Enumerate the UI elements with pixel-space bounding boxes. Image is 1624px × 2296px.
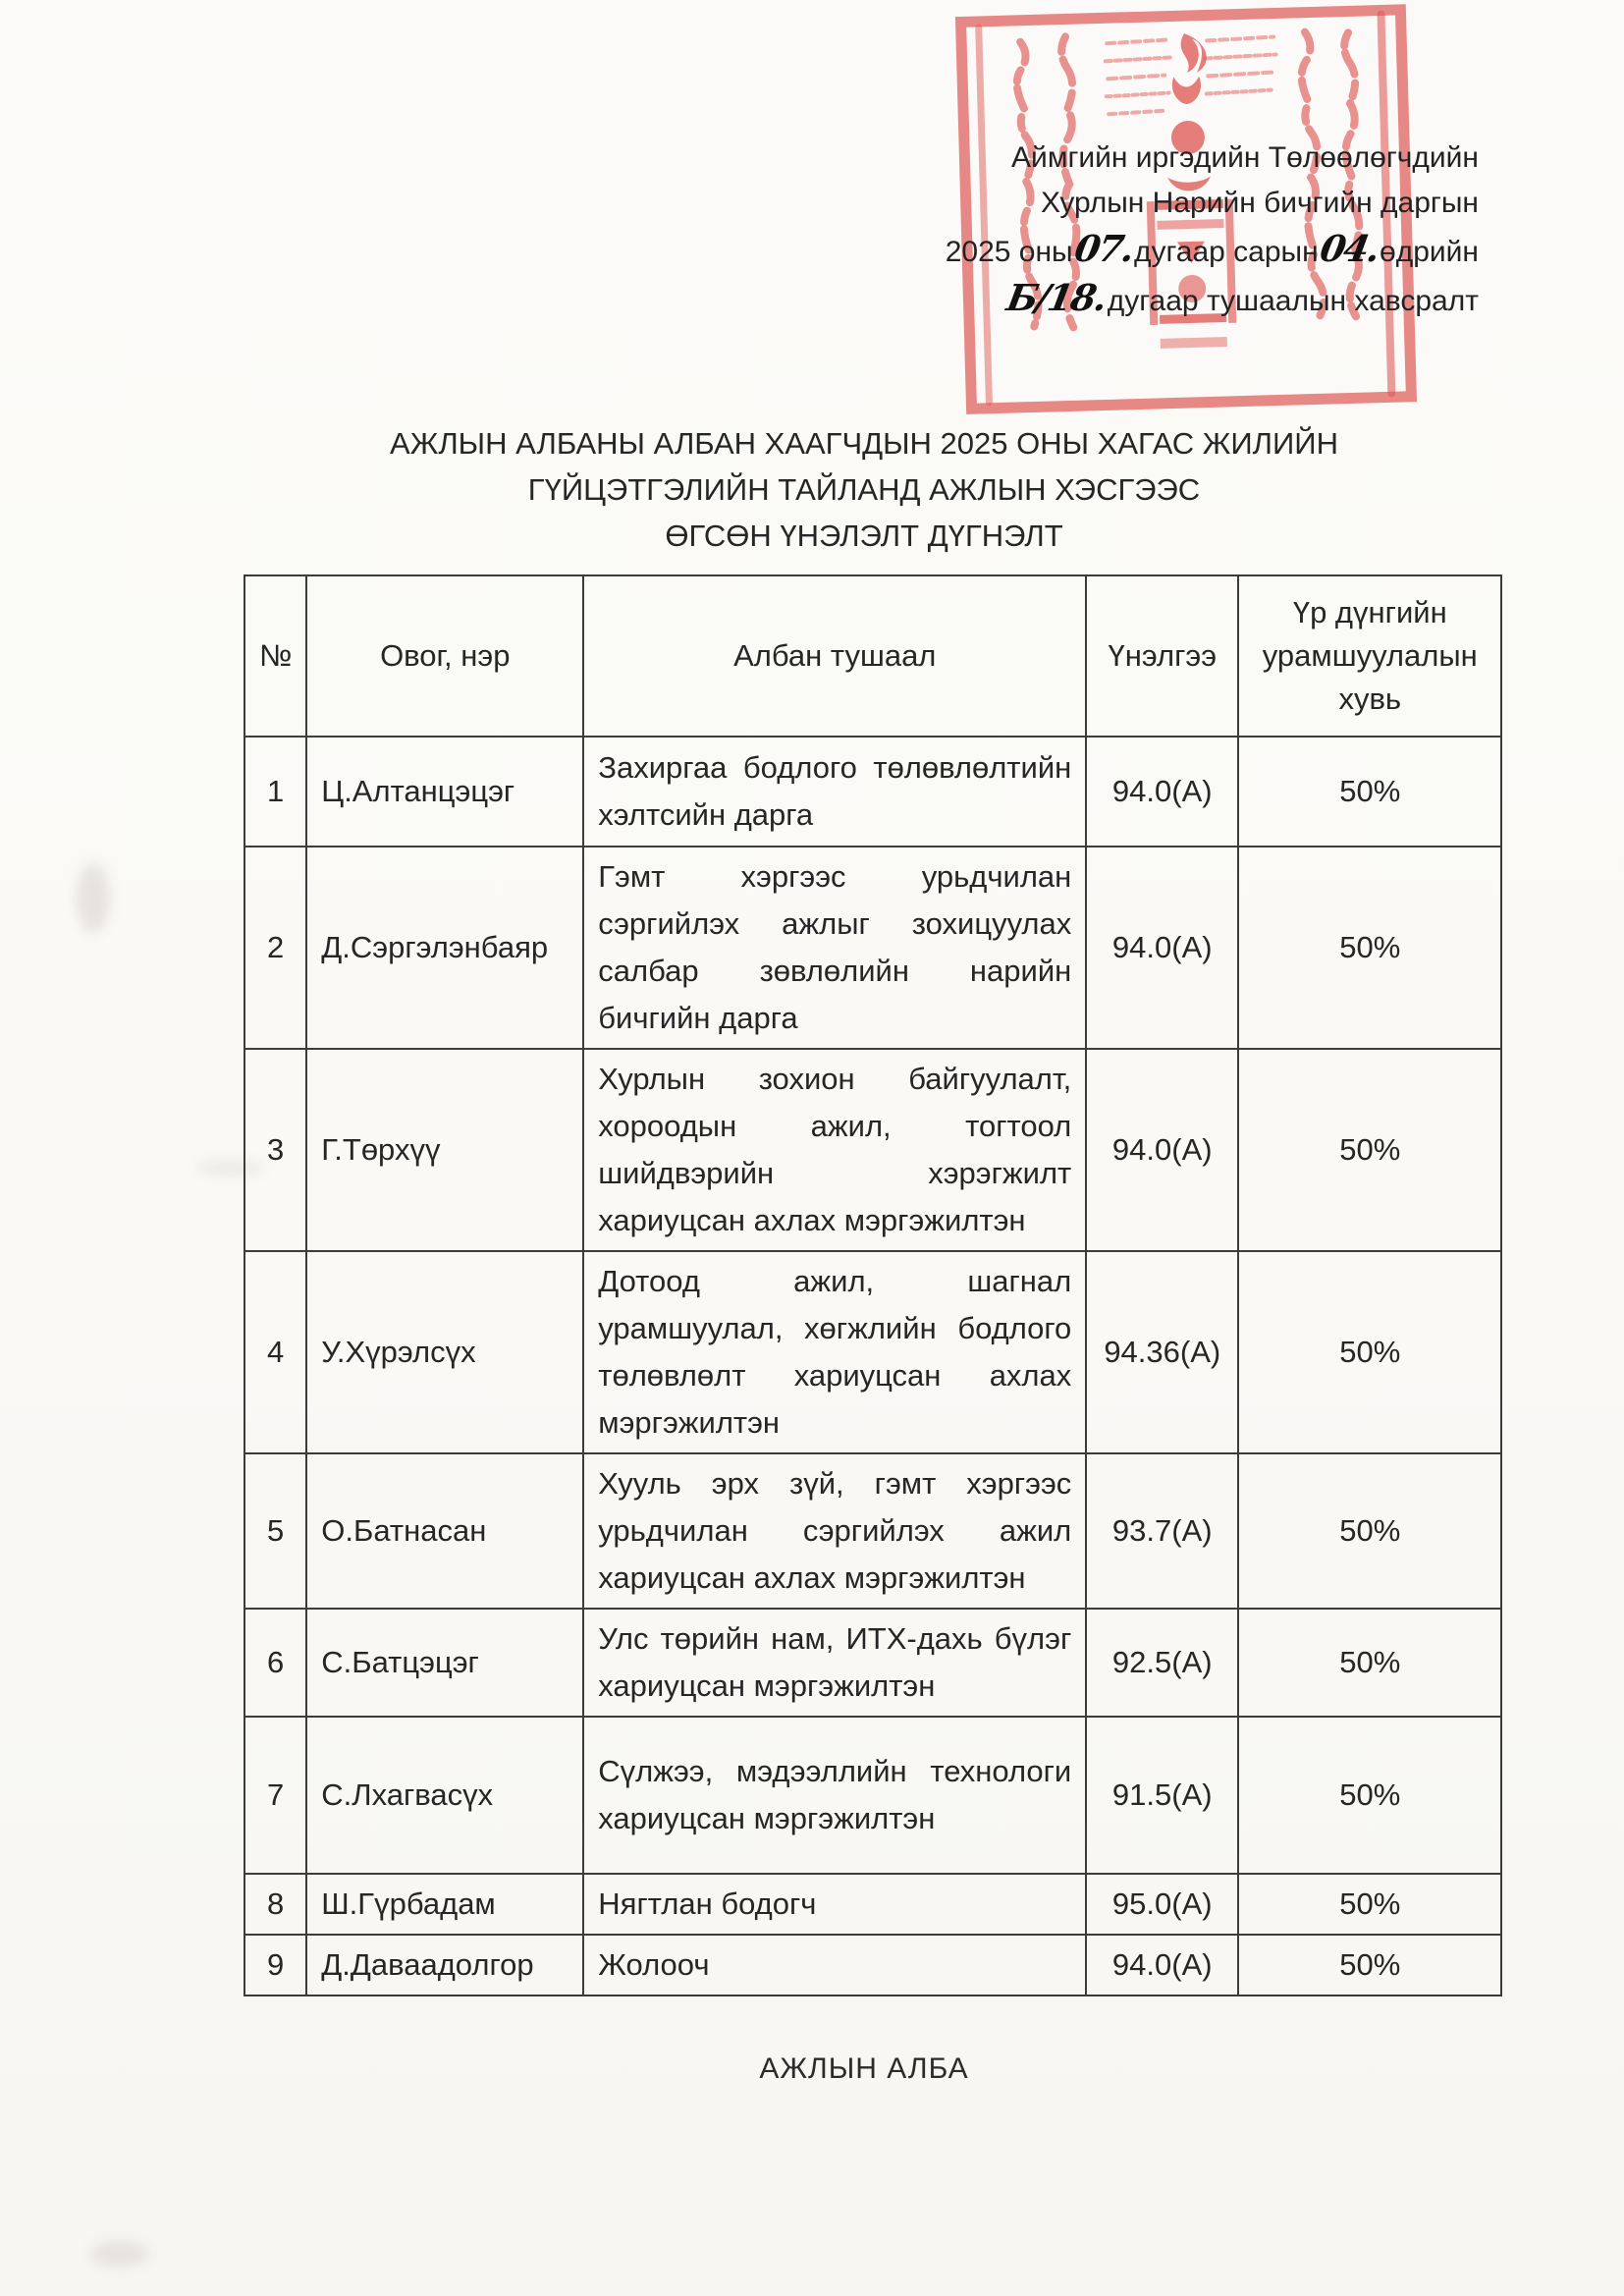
cell-position: Улс төрийн нам, ИТХ-дахь бүлэг хариуцсан мэргэжилтэн [583, 1609, 1086, 1717]
table-row [244, 1049, 1501, 1251]
cell-name: Д.Даваадолгор [306, 1935, 583, 1995]
evaluation-table [244, 574, 1502, 1996]
cell-score: 94.0(A) [1086, 1935, 1238, 1995]
cell-bonus: 50% [1238, 1251, 1501, 1453]
cell-no: 5 [244, 1453, 306, 1609]
cell-score: 94.36(A) [1086, 1251, 1238, 1453]
handwritten-order-number: Б/18. [1003, 276, 1110, 319]
cell-position: Захиргаа бодлого төлөвлөлтийн хэлтсийн дарга [583, 737, 1086, 847]
cell-name: Д.Сэргэлэнбаяр [306, 847, 583, 1049]
cell-score: 92.5(A) [1086, 1609, 1238, 1717]
col-header-no: № [244, 575, 306, 737]
cell-no: 8 [244, 1874, 306, 1935]
cell-bonus: 50% [1238, 1609, 1501, 1717]
table-row [244, 1717, 1501, 1874]
cell-bonus: 50% [1238, 847, 1501, 1049]
table-row [244, 1609, 1501, 1717]
cell-position: Сүлжээ, мэдээллийн технологи хариуцсан мэргэжилтэн [583, 1717, 1086, 1874]
cell-position: Хурлын зохион байгуулалт, хороодын ажил, тогтоол шийдвэрийн хэрэгжилт хариуцсан ахлах мэргэжилтэн [583, 1049, 1086, 1251]
cell-name: Ш.Гүрбадам [306, 1874, 583, 1935]
cell-name: Г.Төрхүү [306, 1049, 583, 1251]
table-row [244, 1874, 1501, 1935]
cell-score: 94.0(A) [1086, 1049, 1238, 1251]
table-row [244, 1251, 1501, 1453]
cell-bonus: 50% [1238, 1453, 1501, 1609]
cell-name: С.Лхагвасүх [306, 1717, 583, 1874]
cell-position: Дотоод ажил, шагнал урамшуулал, хөгжлийн бодлого төлөвлөлт хариуцсан ахлах мэргэжилтэн [583, 1251, 1086, 1453]
col-header-score: Үнэлгээ [1086, 575, 1238, 737]
cell-score: 94.0(A) [1086, 737, 1238, 847]
handwritten-day: 04. [1316, 227, 1381, 270]
cell-no: 7 [244, 1717, 306, 1874]
scan-smudge [90, 2241, 149, 2267]
cell-no: 4 [244, 1251, 306, 1453]
appendix-note [946, 136, 1479, 324]
cell-name: С.Батцэцэг [306, 1609, 583, 1717]
cell-name: У.Хүрэлсүх [306, 1251, 583, 1453]
table-row [244, 847, 1501, 1049]
cell-bonus: 50% [1238, 1717, 1501, 1874]
cell-bonus: 50% [1238, 737, 1501, 847]
date-prefix: 2025 оны [945, 236, 1073, 268]
cell-no: 1 [244, 737, 306, 847]
cell-score: 93.7(A) [1086, 1453, 1238, 1609]
col-header-bonus: Үр дүнгийн урамшуулалын хувь [1238, 575, 1501, 737]
note-line-order [946, 275, 1479, 324]
table-row [244, 1935, 1501, 1995]
date-mid: дугаар сарын [1133, 236, 1319, 268]
table-row [244, 1453, 1501, 1609]
scan-smudge [77, 864, 110, 933]
cell-bonus: 50% [1238, 1049, 1501, 1251]
cell-no: 3 [244, 1049, 306, 1251]
cell-no: 6 [244, 1609, 306, 1717]
cell-position: Гэмт хэргээс урьдчилан сэргийлэх ажлыг зохицуулах салбар зөвлөлийн нарийн бичгийн дарга [583, 847, 1086, 1049]
cell-bonus: 50% [1238, 1874, 1501, 1935]
note-line-1: Аймгийн иргэдийн Төлөөлөгчдийн [1011, 141, 1479, 174]
cell-position: Нягтлан бодогч [583, 1874, 1086, 1935]
handwritten-month: 07. [1070, 227, 1136, 270]
title-line-3: ӨГСӨН ҮНЭЛЭЛТ ДҮГНЭЛТ [665, 519, 1063, 553]
cell-score: 94.0(A) [1086, 847, 1238, 1049]
col-header-position: Албан тушаал [583, 575, 1086, 737]
note-line-2: Хурлын Нарийн бичгийн даргын [1041, 187, 1479, 219]
date-suffix: өдрийн [1380, 236, 1479, 268]
cell-position: Хууль эрх зүй, гэмт хэргээс урьдчилан сэргийлэх ажил хариуцсан ахлах мэргэжилтэн [583, 1453, 1086, 1609]
col-header-name: Овог, нэр [306, 575, 583, 737]
document-title [167, 420, 1561, 559]
cell-no: 2 [244, 847, 306, 1049]
footer-label: АЖЛЫН АЛБА [759, 2052, 969, 2085]
cell-score: 91.5(A) [1086, 1717, 1238, 1874]
table-row [244, 737, 1501, 847]
cell-position: Жолооч [583, 1935, 1086, 1995]
cell-name: Ц.Алтанцэцэг [306, 737, 583, 847]
cell-name: О.Батнасан [306, 1453, 583, 1609]
note-line-date [946, 226, 1479, 275]
title-line-1: АЖЛЫН АЛБАНЫ АЛБАН ХААГЧДЫН 2025 ОНЫ ХАГАС ЖИЛИЙН [390, 426, 1338, 461]
cell-no: 9 [244, 1935, 306, 1995]
order-text: дугаар тушаалын хавсралт [1107, 285, 1479, 317]
title-line-2: ГҮЙЦЭТГЭЛИЙН ТАЙЛАНД АЖЛЫН ХЭСГЭЭС [527, 472, 1201, 507]
table-header-row [244, 575, 1501, 737]
cell-bonus: 50% [1238, 1935, 1501, 1995]
cell-score: 95.0(A) [1086, 1874, 1238, 1935]
